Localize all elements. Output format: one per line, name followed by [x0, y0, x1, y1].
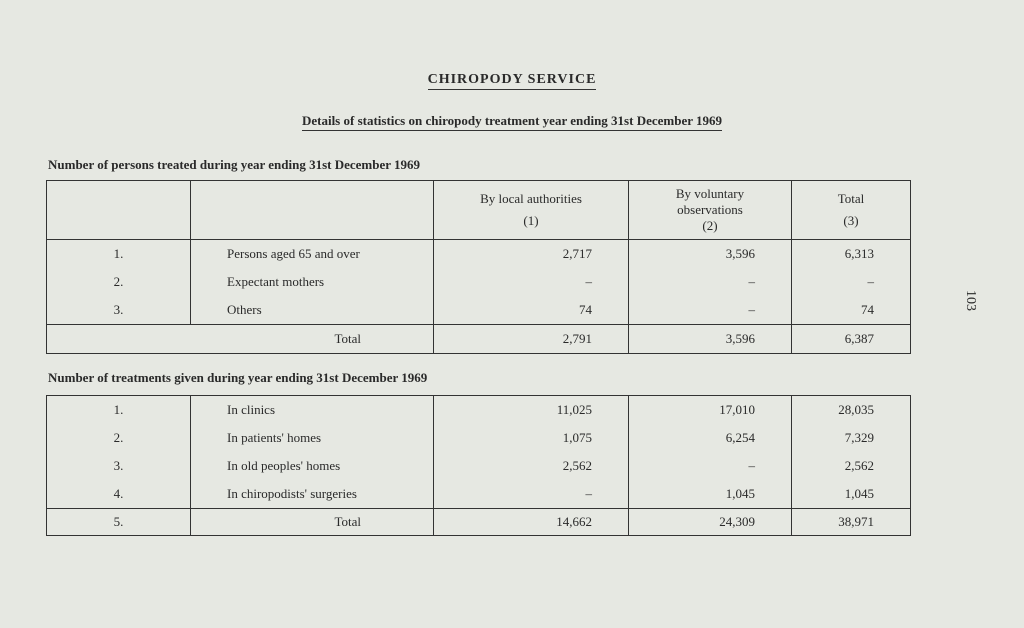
row-col3: 74 [792, 296, 911, 325]
row-index: 3. [47, 452, 191, 480]
treatments-table [46, 395, 911, 536]
row-col3: 1,045 [792, 480, 911, 509]
header-total [792, 181, 911, 240]
row-col2: 6,254 [629, 424, 792, 452]
table-row [47, 240, 911, 269]
total-label: Total [191, 509, 434, 536]
row-col3: 6,313 [792, 240, 911, 269]
row-col1: – [434, 268, 629, 296]
row-col1: 1,075 [434, 424, 629, 452]
row-col1: – [434, 480, 629, 509]
page-subtitle [0, 113, 1024, 129]
row-col2: 3,596 [629, 240, 792, 269]
row-index: 4. [47, 480, 191, 509]
row-col2: – [629, 296, 792, 325]
total-col3: 38,971 [792, 509, 911, 536]
row-label: Expectant mothers [191, 268, 434, 296]
row-col1: 2,562 [434, 452, 629, 480]
row-label: In old peoples' homes [191, 452, 434, 480]
table-row [47, 452, 911, 480]
total-col3: 6,387 [792, 325, 911, 354]
row-index: 3. [47, 296, 191, 325]
table-row [47, 268, 911, 296]
header-col1-num: (1) [523, 213, 539, 228]
page-number: 103 [963, 290, 978, 311]
header-blank-index [47, 181, 191, 240]
total-col2: 3,596 [629, 325, 792, 354]
row-label: In chiropodists' surgeries [191, 480, 434, 509]
header-col3-num: (3) [843, 213, 859, 228]
row-index: 1. [47, 396, 191, 425]
table-row [47, 424, 911, 452]
row-index: 2. [47, 424, 191, 452]
page-title [0, 72, 1024, 88]
total-row [47, 325, 911, 354]
row-label: In clinics [191, 396, 434, 425]
total-row [47, 509, 911, 536]
header-col2-label: By voluntary observations [675, 186, 745, 217]
page-title-text: CHIROPODY SERVICE [428, 72, 597, 90]
row-index: 2. [47, 268, 191, 296]
total-label: Total [47, 325, 434, 354]
row-col1: 11,025 [434, 396, 629, 425]
header-voluntary [629, 181, 792, 240]
row-col2: – [629, 268, 792, 296]
row-index: 1. [47, 240, 191, 269]
row-label: Others [191, 296, 434, 325]
row-label: Persons aged 65 and over [191, 240, 434, 269]
header-local-authorities [434, 181, 629, 240]
row-col1: 2,717 [434, 240, 629, 269]
total-index: 5. [47, 509, 191, 536]
header-blank-label [191, 181, 434, 240]
total-col2: 24,309 [629, 509, 792, 536]
row-col3: 7,329 [792, 424, 911, 452]
header-col3-label: Total [837, 191, 865, 206]
page-subtitle-text: Details of statistics on chiropody treatment year ending 31st December 1969 [302, 113, 722, 131]
persons-table [46, 180, 911, 354]
header-col2-num: (2) [702, 218, 718, 233]
row-col3: 2,562 [792, 452, 911, 480]
row-col3: 28,035 [792, 396, 911, 425]
row-col2: 17,010 [629, 396, 792, 425]
total-col1: 14,662 [434, 509, 629, 536]
row-col1: 74 [434, 296, 629, 325]
total-col1: 2,791 [434, 325, 629, 354]
persons-heading: Number of persons treated during year ending 31st December 1969 [48, 157, 421, 172]
row-col2: – [629, 452, 792, 480]
row-col2: 1,045 [629, 480, 792, 509]
table-row [47, 480, 911, 509]
header-col1-label: By local authorities [480, 191, 582, 206]
table-row [47, 396, 911, 425]
row-label: In patients' homes [191, 424, 434, 452]
row-col3: – [792, 268, 911, 296]
treatments-heading: Number of treatments given during year ending 31st December 1969 [48, 370, 428, 385]
table-row [47, 296, 911, 325]
